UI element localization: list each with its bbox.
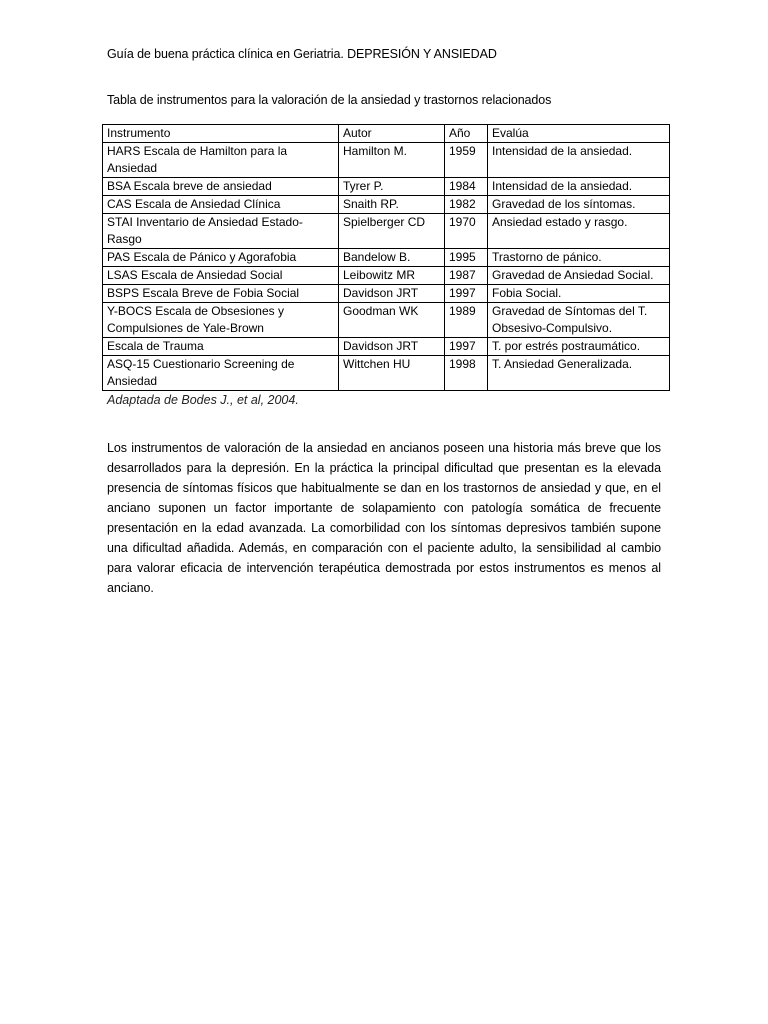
- cell-instrumento: BSA Escala breve de ansiedad: [103, 178, 339, 196]
- cell-instrumento: Y-BOCS Escala de Obsesiones y Compulsiones de Yale-Brown: [103, 303, 339, 338]
- body-paragraph: Los instrumentos de valoración de la ansiedad en ancianos poseen una historia más breve que los desarrollados para la depresión. En la práctica la principal dificultad que presentan es la elevada presencia de síntomas físicos que habitualmente se dan en los trastornos de ansiedad y que, en el anciano suponen un factor importante de solapamiento con patología somática de frecuente presentación en la edad avanzada. La comorbilidad con los síntomas depresivos también supone una dificultad añadida. Además, en comparación con el paciente adulto, la sensibilidad al cambio para valorar eficacia de intervención terapéutica demostrada por estos instrumentos es menos al anciano.: [107, 440, 661, 596]
- table-row: [103, 214, 670, 249]
- cell-anio: 1998: [445, 356, 488, 391]
- cell-autor: Bandelow B.: [339, 249, 445, 267]
- cell-autor: Snaith RP.: [339, 196, 445, 214]
- cell-autor: Goodman WK: [339, 303, 445, 338]
- cell-evalua: Intensidad de la ansiedad.: [488, 178, 670, 196]
- cell-autor: Leibowitz MR: [339, 267, 445, 285]
- table-header-row: [103, 125, 670, 143]
- cell-anio: 1970: [445, 214, 488, 249]
- document-header: Guía de buena práctica clínica en Geriatria. DEPRESIÓN Y ANSIEDAD: [107, 47, 497, 61]
- table-row: [103, 285, 670, 303]
- cell-evalua: Intensidad de la ansiedad.: [488, 143, 670, 178]
- cell-instrumento: PAS Escala de Pánico y Agorafobia: [103, 249, 339, 267]
- cell-autor: Wittchen HU: [339, 356, 445, 391]
- cell-autor: Davidson JRT: [339, 285, 445, 303]
- table-row: [103, 303, 670, 338]
- cell-anio: 1995: [445, 249, 488, 267]
- cell-anio: 1982: [445, 196, 488, 214]
- table-row: [103, 338, 670, 356]
- cell-anio: 1997: [445, 285, 488, 303]
- cell-evalua: Gravedad de Ansiedad Social.: [488, 267, 670, 285]
- table-row: [103, 143, 670, 178]
- table-row: [103, 267, 670, 285]
- column-header-autor: Autor: [339, 125, 445, 143]
- cell-instrumento: Escala de Trauma: [103, 338, 339, 356]
- column-header-evalua: Evalúa: [488, 125, 670, 143]
- cell-evalua: T. por estrés postraumático.: [488, 338, 670, 356]
- cell-instrumento: LSAS Escala de Ansiedad Social: [103, 267, 339, 285]
- cell-autor: Spielberger CD: [339, 214, 445, 249]
- cell-anio: 1984: [445, 178, 488, 196]
- table-row: [103, 249, 670, 267]
- cell-anio: 1987: [445, 267, 488, 285]
- table-title: Tabla de instrumentos para la valoración de la ansiedad y trastornos relacionados: [107, 93, 552, 107]
- cell-instrumento: ASQ-15 Cuestionario Screening de Ansiedad: [103, 356, 339, 391]
- cell-instrumento: CAS Escala de Ansiedad Clínica: [103, 196, 339, 214]
- cell-evalua: Gravedad de Síntomas del T. Obsesivo-Compulsivo.: [488, 303, 670, 338]
- table-row: [103, 356, 670, 391]
- cell-evalua: Gravedad de los síntomas.: [488, 196, 670, 214]
- table-row: [103, 178, 670, 196]
- cell-evalua: T. Ansiedad Generalizada.: [488, 356, 670, 391]
- table-source-caption: Adaptada de Bodes J., et al, 2004.: [107, 393, 299, 407]
- instruments-table: [102, 124, 670, 391]
- cell-instrumento: STAI Inventario de Ansiedad Estado-Rasgo: [103, 214, 339, 249]
- cell-instrumento: HARS Escala de Hamilton para la Ansiedad: [103, 143, 339, 178]
- cell-autor: Hamilton M.: [339, 143, 445, 178]
- column-header-anio: Año: [445, 125, 488, 143]
- table-row: [103, 196, 670, 214]
- cell-instrumento: BSPS Escala Breve de Fobia Social: [103, 285, 339, 303]
- cell-evalua: Trastorno de pánico.: [488, 249, 670, 267]
- cell-anio: 1959: [445, 143, 488, 178]
- column-header-instrumento: Instrumento: [103, 125, 339, 143]
- cell-evalua: Ansiedad estado y rasgo.: [488, 214, 670, 249]
- cell-evalua: Fobia Social.: [488, 285, 670, 303]
- cell-anio: 1997: [445, 338, 488, 356]
- cell-autor: Tyrer P.: [339, 178, 445, 196]
- cell-autor: Davidson JRT: [339, 338, 445, 356]
- cell-anio: 1989: [445, 303, 488, 338]
